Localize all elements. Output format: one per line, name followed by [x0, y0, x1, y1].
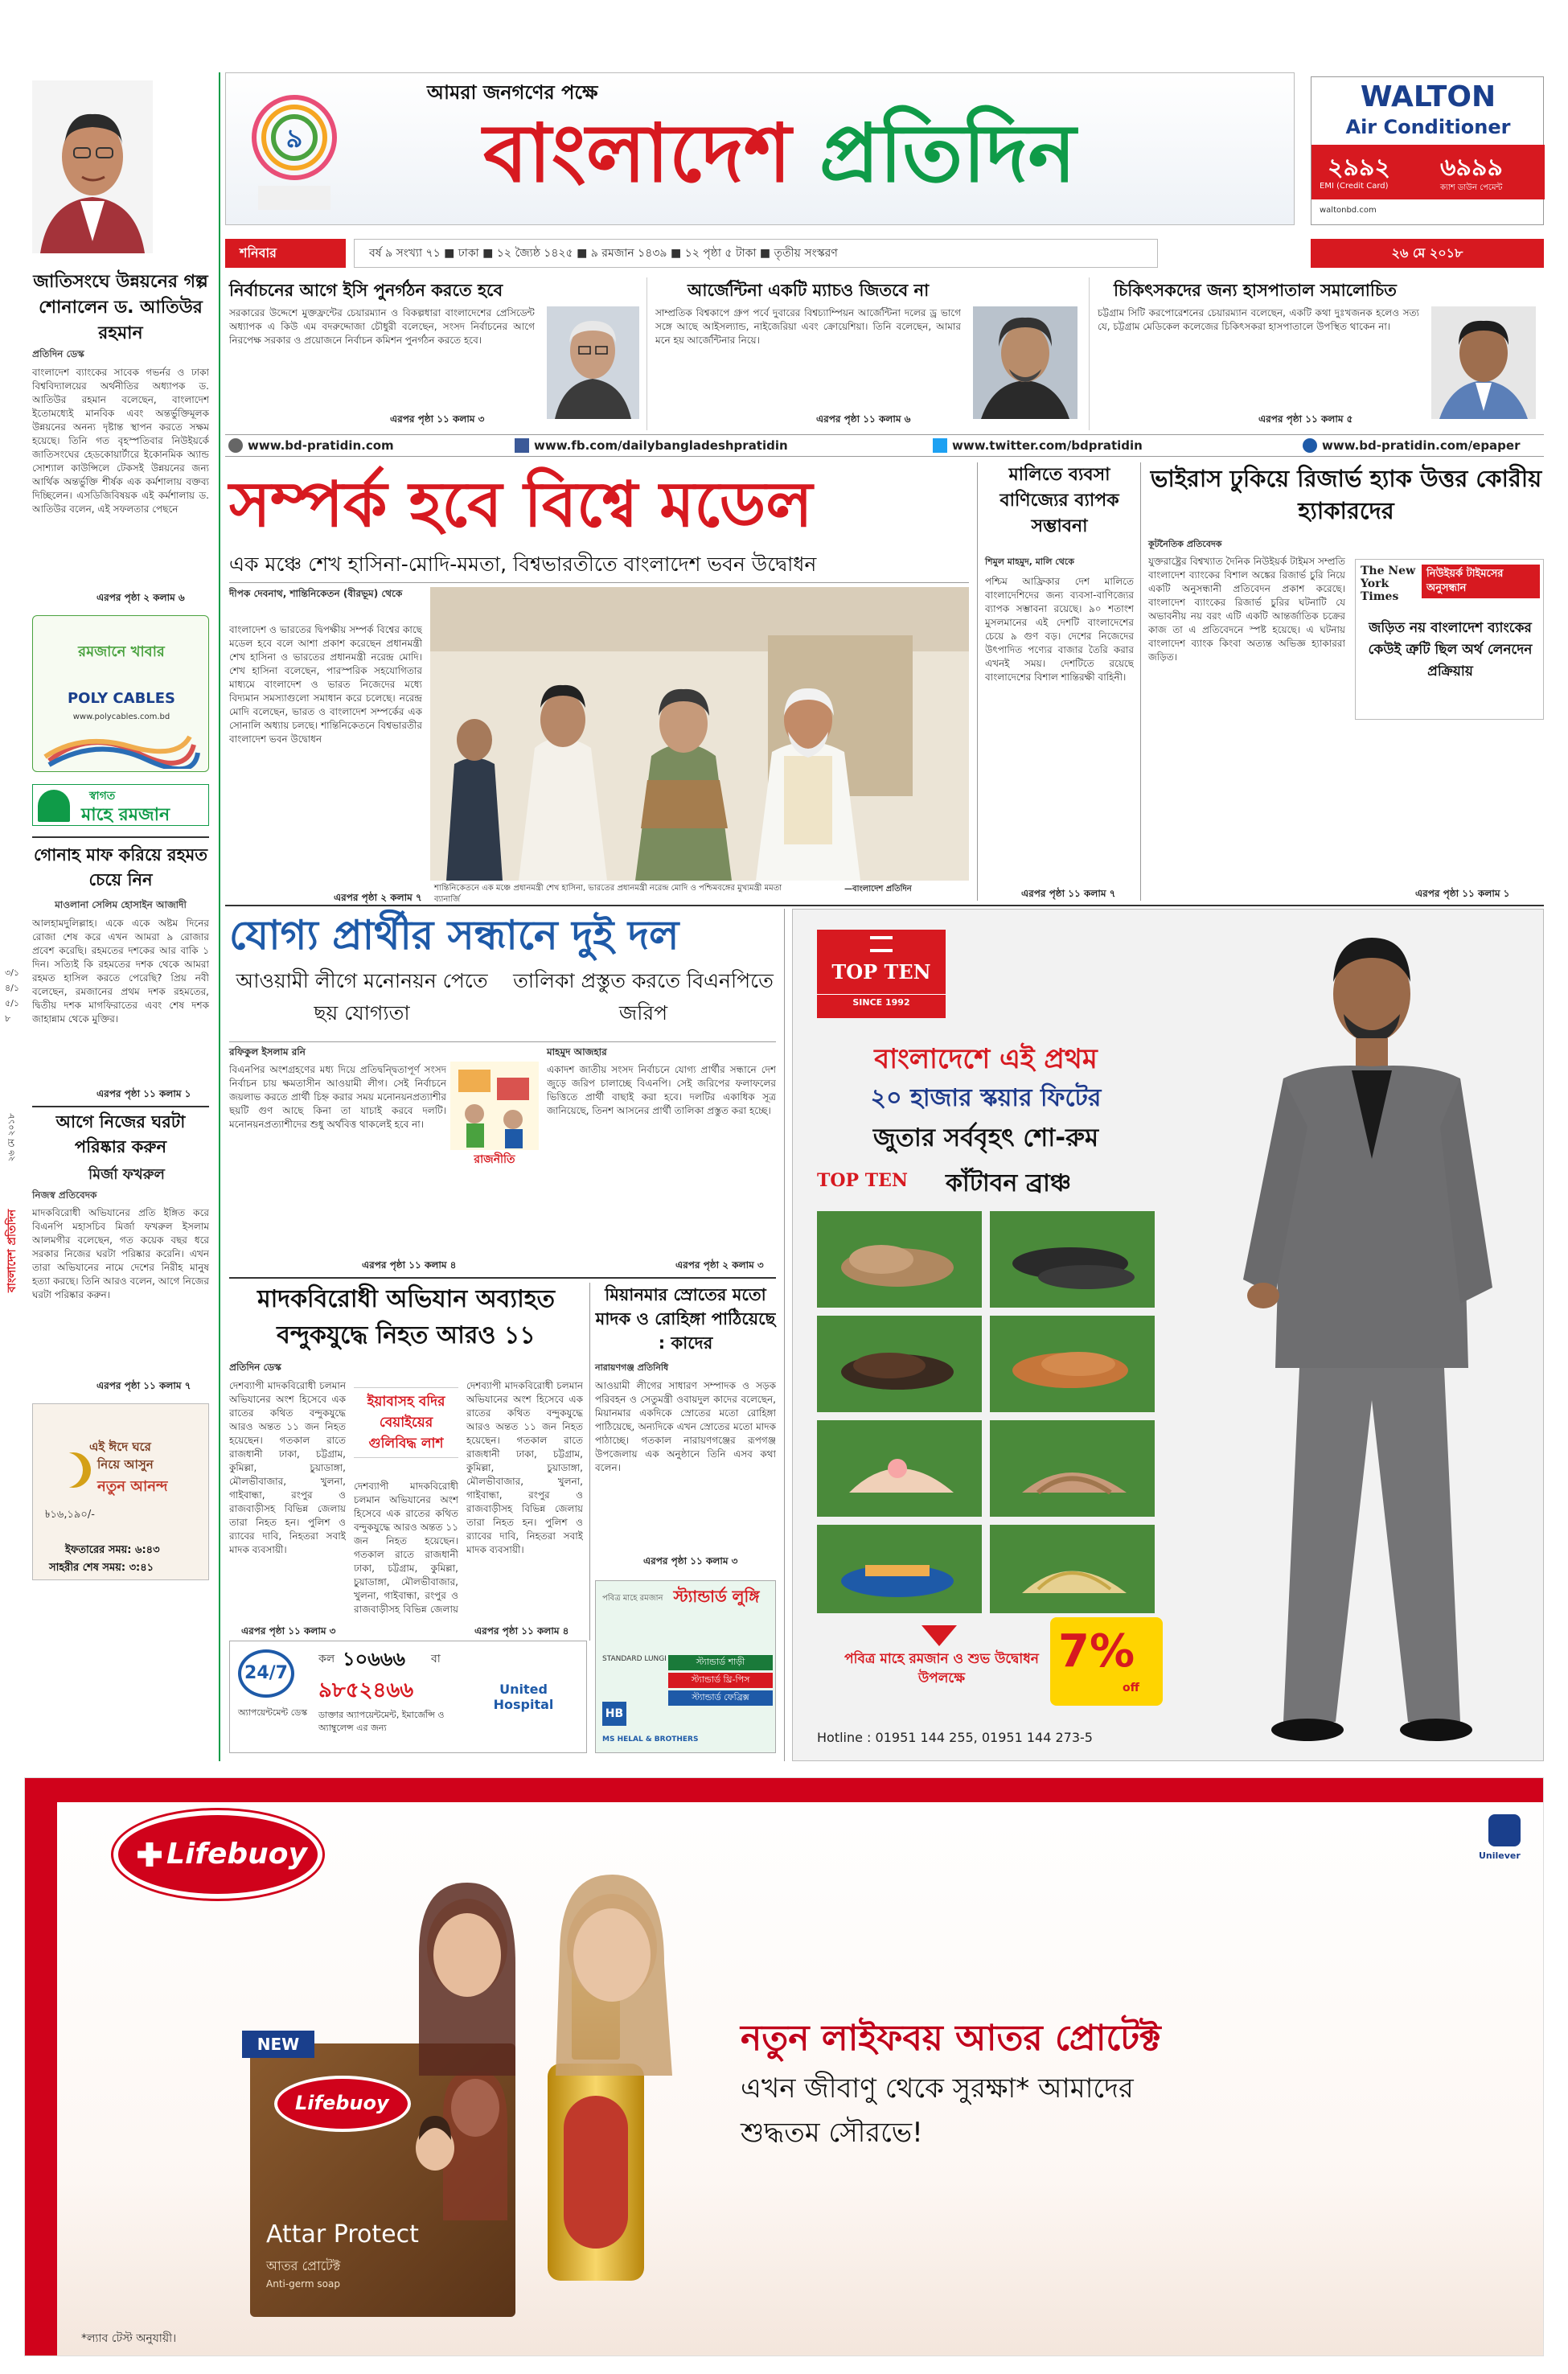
shoe-tile: [817, 1420, 982, 1517]
election-body-left: বিএনপির অংশগ্রহণের মধ্য দিয়ে প্রতিদ্বন্দ্বিতাপূর্ণ সংসদ নির্বাচন চায় ক্ষমতাসীন আওয়ামী লীগ। সেই নির্বাচনে জয়লাভ করতে প্রার্থী চিহ্ন করার সময় মনোনয়নপ্রত্যাশীর ছয়টি গুণ আছে কিনা তা যাচাই করবে দলটি। মনোনয়নপ্রত্যাশীদের শুধু অর্থবিত্ত থাকলেই হবে না।: [229, 1064, 446, 1130]
drug-body: দেশব্যাপী মাদকবিরোধী চলমান অভিযানের অংশ হিসেবে এক রাতের কথিত বন্দুকযুদ্ধে আরও অন্তত ১১ জন নিহত হয়েছেন। গতকাল রাতে রাজধানী ঢাকা, চট্টগ্রাম, কুমিল্লা, চুয়াডাঙ্গা, মৌলভীবাজার, খুলনা, গাইবান্ধা, রংপুর ও রাজবাড়ীসহ বিভিন্ন জেলায় তারা নিহত হন। পুলিশ ও র‌্যাবের দাবি, নিহতরা সবাই মাদক ব্যবসায়ী।: [229, 1380, 346, 1555]
standard-title: স্ট্যান্ডার্ড লুঙ্গি: [673, 1587, 760, 1606]
cable-graphic: [41, 729, 202, 769]
date-bar: [225, 237, 1544, 269]
lifebuoy-line3: শুদ্ধতম সৌরভে!: [741, 2117, 923, 2149]
masthead-name[interactable]: [483, 105, 1076, 202]
pack-sub: Anti-germ soap: [266, 2278, 340, 2290]
hospital-call-label: কল: [318, 1653, 335, 1665]
walton-brand: WALTON: [1360, 80, 1496, 113]
topten-line1: বাংলাদেশে এই প্রথম: [874, 1043, 1098, 1075]
standard-brand: STANDARD LUNGI: [602, 1655, 667, 1663]
masthead-tagline: আমরা জনগণের পক্ষে: [427, 81, 598, 104]
issue-date: ২৬ মে ২০১৮: [1311, 239, 1544, 268]
author-photo: [32, 80, 153, 253]
walton-price2: ৬৯৯৯: [1440, 154, 1503, 182]
lifebuoy-ad[interactable]: [24, 1777, 1544, 2356]
lifebuoy-logo-text: Lifebuoy: [166, 1838, 307, 1871]
walton-price1: ২৯৯২: [1328, 154, 1390, 182]
lead-cont[interactable]: এরপর পৃষ্ঠা ২ কলাম ৭: [334, 892, 422, 903]
left-story3-byline: নিজস্ব প্রতিবেদক: [32, 1189, 97, 1201]
teaser-2-cont[interactable]: এরপর পৃষ্ঠা ১১ কলাম ৬: [816, 413, 911, 425]
topten-branch: কাঁটাবন ব্রাঞ্চ: [946, 1169, 1072, 1197]
hospital-or: বা: [431, 1653, 441, 1665]
teaser-1-headline[interactable]: নির্বাচনের আগে ইসি পুনর্গঠন করতে হবে: [229, 281, 503, 300]
lead-byline: দীপক দেবনাথ, শান্তিনিকেতন (বীরভূম) থেকে: [229, 588, 403, 599]
pack-product-bn: আতর প্রোটেক্ট: [266, 2258, 341, 2273]
myanmar-cont[interactable]: এরপর পৃষ্ঠা ১১ কলাম ৩: [643, 1555, 738, 1567]
twitter-link[interactable]: www.twitter.com/bdpratidin: [952, 438, 1143, 453]
vertical-strip-nums: [5, 965, 19, 1026]
mali-byline: শিমুল মাহমুদ, মালি থেকে: [985, 557, 1074, 567]
lead-headline[interactable]: সম্পর্ক হবে বিশ্বে মডেল: [229, 469, 813, 541]
shoe-tile: [817, 1316, 982, 1412]
shoe-tile: [817, 1211, 982, 1308]
unilever-logo-icon: [1488, 1814, 1521, 1846]
facebook-link[interactable]: www.fb.com/dailybangladeshpratidin: [534, 438, 788, 453]
pack-photo: [403, 2060, 507, 2220]
pack-logo-text: Lifebuoy: [295, 2092, 389, 2114]
lead-body: বাংলাদেশ ও ভারতের দ্বিপক্ষীয় সম্পর্ক বিশ্বের কাছে মডেল হবে বলে আশা প্রকাশ করেছেন প্রধানমন্ত্রী শেখ হাসিনা ও ভারতের প্রধানমন্ত্রী নরেন্দ্র মোদি। শেখ হাসিনা বলেছেন, পারস্পরিক সহযোগিতার মাধ্যমে বাংলাদেশ ও ভারত নিজেদের মধ্যে বিদ্যমান সমস্যাগুলো সমাধান করে চলেছে। নরেন্দ্র মোদি বলেছেন, ভারত ও বাংলাদেশ সম্পর্কের এক সোনালি অধ্যায় চলছে। শান্তিনিকেতনে বিশ্বভারতীর বাংলাদেশ ভবন উদ্বোধন: [229, 624, 422, 745]
svg-text:৯: ৯: [285, 123, 303, 154]
teaser-3-cont[interactable]: এরপর পৃষ্ঠা ১১ কলাম ৫: [1258, 413, 1353, 425]
election-headline[interactable]: যোগ্য প্রার্থীর সন্ধানে দুই দল: [229, 912, 679, 959]
ramadan-box[interactable]: [32, 615, 209, 772]
lifebuoy-left-stripe: [25, 1778, 57, 2356]
lead-divider: [229, 582, 969, 583]
standard-line1: স্ট্যান্ডার্ড শাড়ী: [668, 1655, 773, 1670]
welcome-label: স্বাগত: [89, 790, 116, 803]
shoe-tile: [817, 1525, 982, 1613]
drug-body-3: দেশব্যাপী মাদকবিরোধী চলমান অভিযানের অংশ হিসেবে এক রাতের কথিত বন্দুকযুদ্ধে আরও অন্তত ১১ জন নিহত হয়েছেন। গতকাল রাতে রাজধানী ঢাকা, চট্টগ্রাম, কুমিল্লা, চুয়াডাঙ্গা, মৌলভীবাজার, খুলনা, গাইবান্ধা, রংপুর ও রাজবাড়ীসহ বিভিন্ন জেলায় তারা নিহত হন। পুলিশ ও র‌্যাবের দাবি, নিহতরা সবাই মাদক ব্যবসায়ী।: [466, 1380, 583, 1555]
web-icon: [228, 438, 243, 453]
lead-caption: শান্তিনিকেতনে এক মঞ্চে প্রধানমন্ত্রী শেখ হাসিনা, ভারতের প্রধানমন্ত্রী নরেন্দ্র মোদি ও পশ্চিমবঙ্গের মুখ্যমন্ত্রী মমতা ব্যানার্জি: [434, 884, 782, 904]
teaser-3-body: চট্টগ্রাম সিটি করপোরেশনের চেয়ারম্যান বলেছেন, একটি কথা দুঃখজনক হলেও সত্য যে, চট্টগ্রাম মেডিকেল কলেজের চিকিৎসকরা হাসপাতালে উপস্থিত থাকেন না।: [1098, 307, 1419, 332]
iftar-time: ইফতারের সময়: ৬:৪৩: [65, 1544, 160, 1556]
masthead-name-part2: প্রতিদিন: [819, 106, 1077, 200]
bottle-body: [548, 2064, 644, 2281]
hospital-ad[interactable]: [229, 1641, 587, 1753]
discount-badge: [1050, 1617, 1163, 1706]
left-divider-1: [32, 836, 209, 838]
lead-photo-credit: —বাংলাদেশ প্রতিদিন: [844, 885, 912, 893]
myanmar-byline: নারায়ণগঞ্জ প্রতিনিধি: [595, 1362, 669, 1373]
vertical-strip-label: বাংলাদেশ প্রতিদিন: [6, 1209, 18, 1292]
drug-headline-2[interactable]: বন্দুকযুদ্ধে নিহত আরও ১১: [277, 1321, 536, 1349]
facebook-icon: [515, 438, 529, 453]
unilever-name: Unilever: [1479, 1850, 1521, 1861]
left-story2-cont[interactable]: এরপর পৃষ্ঠা ১১ কলাম ১: [96, 1088, 191, 1099]
teaser-1-cont[interactable]: এরপর পৃষ্ঠা ১১ কলাম ৩: [390, 413, 485, 425]
discount-value: 7%: [1058, 1625, 1135, 1678]
mali-body: পশ্চিম আফ্রিকার দেশ মালিতে বাংলাদেশিদের জন্য ব্যবসা-বাণিজ্যের ব্যাপক সম্ভাবনা রয়েছে। ৯০ শতাংশ মুসলমানের এই দেশটি বাংলাদেশের চেয়ে ৯ গুণ বড়। দেশের নিজেদের উৎপাদিত পণ্যের বাজার তৈরি করার এখনই সময়। দেশটিতে রয়েছে বাংলাদেশের বিশাল শান্তিরক্ষী বাহিনী।: [985, 576, 1134, 683]
election-divider: [229, 1041, 776, 1042]
hospital-phone2: ৯৮৫২৪৬৬: [318, 1678, 414, 1702]
election-byline-left: রফিকুল ইসলাম রনি: [229, 1046, 306, 1058]
teaser-2-headline[interactable]: আর্জেন্টিনা একটি ম্যাচও জিতবে না: [688, 281, 930, 300]
poly-cables-logo: POLY CABLES: [67, 690, 176, 707]
hack-cont[interactable]: এরপর পৃষ্ঠা ১১ কলাম ১: [1415, 888, 1510, 899]
iftar-line2: নিয়ে আসুন: [97, 1457, 154, 1472]
walton-note1: EMI (Credit Card): [1320, 182, 1389, 191]
strip-num: ৪/১: [5, 983, 19, 993]
drug-body-2: দেশব্যাপী মাদকবিরোধী চলমান অভিযানের অংশ হিসেবে এক রাতের কথিত বন্দুকযুদ্ধে আরও অন্তত ১১ জন নিহত হয়েছেন। গতকাল রাতে রাজধানী ঢাকা, চট্টগ্রাম, কুমিল্লা, চুয়াডাঙ্গা, মৌলভীবাজার, খুলনা, গাইবান্ধা, রংপুর ও রাজবাড়ীসহ বিভিন্ন জেলায়: [354, 1481, 458, 1615]
politics-graphic: [450, 1062, 539, 1166]
hospital-phone1: ১০৬৬৬: [343, 1648, 405, 1670]
election-byline-right: মাহমুদ আজহার: [547, 1046, 607, 1058]
hospital-left: অ্যাপয়েন্টমেন্ট ডেস্ক: [238, 1707, 308, 1718]
teaser-1-photo: [547, 306, 639, 419]
shoe-tile: [990, 1525, 1155, 1613]
topten-hotline: Hotline : 01951 144 255, 01951 144 273-5: [817, 1730, 1093, 1745]
section-divider: [225, 905, 1544, 906]
hack-headline[interactable]: ভাইরাস ঢুকিয়ে রিজার্ভ হ্যাক উত্তর কোরীয় হ্যাকারদের: [1150, 465, 1542, 524]
mali-cont[interactable]: এরপর পৃষ্ঠা ১১ কলাম ৭: [1021, 888, 1116, 899]
standard-logo-icon: HB: [602, 1702, 626, 1726]
election-cont-right[interactable]: এরপর পৃষ্ঠা ২ কলাম ৩: [675, 1259, 764, 1271]
day-badge: শনিবার: [225, 239, 346, 268]
lifebuoy-headline: নতুন লাইফবয় আতর প্রোটেক্ট: [741, 2018, 1161, 2059]
election-bottom-divider: [229, 1277, 776, 1279]
topten-logo-box: [817, 930, 946, 1018]
pack-product: Attar Protect: [266, 2220, 419, 2249]
drug-headline-1[interactable]: মাদকবিরোধী অভিযান অব্যাহত: [257, 1285, 556, 1313]
sehri-time: সাহরীর শেষ সময়: ৩:৪১: [49, 1562, 154, 1574]
teaser-3-photo: [1431, 306, 1536, 419]
nyt-logo: The New York Times: [1361, 565, 1416, 603]
shoe-tile: [990, 1420, 1155, 1517]
teaser-1-body: সরকারের উদ্দেশে মুক্তফ্রন্টের চেয়ারম্যান ও বিকল্পধারা বাংলাদেশের প্রেসিডেন্ট অধ্যাপক এ কিউ এম বদরুদ্দোজা চৌধুরী বলেছেন, সংসদ নির্বাচনের আগে নিরপেক্ষ সরকার ও প্রয়োজনে নির্বাচন কমিশন পুনর্গঠন করতে হবে।: [229, 307, 535, 346]
iftar-line1: এই ঈদে ঘরে: [89, 1440, 151, 1454]
discount-off: off: [1123, 1682, 1139, 1694]
lifebuoy-plus-icon: [138, 1842, 162, 1867]
teaser-1[interactable]: [229, 277, 647, 430]
mid-right-rule: [784, 909, 785, 1761]
standard-line3: স্ট্যান্ডার্ড ফেব্রিক্স: [668, 1690, 773, 1706]
strip-num: ৫/১: [5, 998, 19, 1008]
left-story2-byline: মাওলানা সেলিম হোসাইন আজাদী: [55, 899, 187, 910]
left-story3-cont[interactable]: এরপর পৃষ্ঠা ১১ কলাম ৭: [96, 1380, 191, 1391]
strip-num: ৮: [5, 1013, 11, 1024]
election-cont-left[interactable]: এরপর পৃষ্ঠা ১১ কলাম ৪: [362, 1259, 457, 1271]
standard-line2: স্ট্যান্ডার্ড থ্রি-পিস: [668, 1673, 773, 1688]
topten-promo: পবিত্র মাহে রমজান ও শুভ উদ্বোধন উপলক্ষে: [844, 1651, 1039, 1686]
politics-icon: [450, 1062, 539, 1150]
twitter-icon: [933, 438, 947, 453]
teaser-3[interactable]: [1098, 277, 1544, 430]
left-story-body: বাংলাদেশ ব্যাংকের সাবেক গভর্নর ও ঢাকা বিশ্ববিদ্যালয়ের অর্থনীতির অধ্যাপক ড. আতিউর রহমান বলেছেন, বাংলাদেশ ইতোমধ্যেই মানবিক এবং অন্তর্ভুক্তিমূলক উন্নয়নের অনন্য দৃষ্টান্ত স্থাপন করতে সক্ষম হয়েছে। তিনি গত বৃহস্পতিবার নিউইয়র্কে জাতিসংঘের হেডকোয়ার্টারে ইকোনমিক অ্যান্ড সোশ্যাল কাউন্সিলে টেকসই উন্নয়নের জন্য আর্থিক অন্তর্ভুক্তি শীর্ষক এক কর্মশালায় বক্তব্য দিচ্ছিলেন। এসডিজিবিষয়ক এই কর্মশালায় ড. আতিউর বলেন, এই সফলতার পেছনে: [32, 367, 209, 515]
masthead-name-part1: বাংলাদেশ: [483, 106, 792, 200]
lifebuoy-line2: এখন জীবাণু থেকে সুরক্ষা* আমাদের: [741, 2072, 1134, 2105]
topten-small-logo: TOP TEN: [817, 1170, 908, 1191]
poly-cables-site: www.polycables.com.bd: [72, 713, 170, 721]
election-sub-left: আওয়ামী লীগে মনোনয়ন পেতে ছয় যোগ্যতা: [236, 969, 488, 1025]
nyt-label: নিউইয়র্ক টাইমসের অনুসন্ধান: [1422, 565, 1540, 598]
iftar-price: ৳১৬,১৯০/-: [45, 1509, 95, 1521]
walton-ad[interactable]: [1311, 76, 1544, 225]
teaser-3-headline[interactable]: চিকিৎসকদের জন্য হাসপাতাল সমালোচিত: [1114, 281, 1397, 300]
lead-subhead: এক মঞ্চে শেখ হাসিনা-মোদি-মমতা, বিশ্বভারতীতে বাংলাদেশ ভবন উদ্বোধন: [229, 552, 817, 576]
pack-logo: [274, 2076, 411, 2132]
walton-price-bar: [1311, 145, 1545, 199]
standard-lungi-ad[interactable]: [595, 1580, 776, 1753]
vertical-strip-date: ২৬ মে ২০১৮: [6, 1113, 17, 1162]
topten-line3: জুতার সর্ববৃহৎ শো-রুম: [872, 1123, 1099, 1152]
lifebuoy-footnote: *ল্যাব টেস্ট অনুযায়ী।: [81, 2332, 177, 2345]
model-figure: [1187, 918, 1533, 1754]
mosque-icon: [38, 790, 70, 822]
lead-right-rule: [977, 462, 978, 901]
iftar-line3: নতুন আনন্দ: [97, 1478, 168, 1495]
strip-num: ৩/১: [5, 967, 19, 978]
left-story-headline[interactable]: জাতিসংঘে উন্নয়নের গল্প শোনালেন ড. আতিউর রহমান: [33, 272, 208, 343]
walton-product: Air Conditioner: [1345, 116, 1511, 138]
topten-since: SINCE 1992: [817, 994, 946, 1008]
left-story-cont[interactable]: এরপর পৃষ্ঠা ২ কলাম ৬: [96, 592, 185, 603]
hospital-desc: ডাক্তার অ্যাপয়েন্টমেন্ট, ইমার্জেন্সি ও অ্যাম্বুলেন্স এর জন্য: [318, 1710, 445, 1733]
shoe-tile: [990, 1316, 1155, 1412]
left-column-rule: [219, 72, 220, 1761]
ramadan-food-title: রমজানে খাবার: [78, 643, 165, 660]
left-story3-author: মির্জা ফখরুল: [88, 1166, 165, 1183]
left-story-byline: প্রতিদিন ডেস্ক: [32, 348, 84, 359]
left-story2-body: আলহামদুলিল্লাহ। একে একে অষ্টম দিনের রোজা শেষ করে এখন আমরা ৯ রোজার প্রবেশ করেছি। রহমতের দশকের আর বাকি ১ দিন। সত্যিই কি রহমতের দশক থেকে আমরা রহমত হাসিল করতে পেরেছি? প্রিয় নবী বলেছেন, রমজানের প্রথম দশক রহমতের, দ্বিতীয় দশক মাগফিরাতের এবং শেষ দশক জাহান্নাম থেকে মুক্তির।: [32, 918, 209, 1025]
standard-maker: MS HELAL & BROTHERS: [602, 1735, 699, 1744]
myanmar-headline[interactable]: মিয়ানমার স্রোতের মতো মাদক ও রোহিঙ্গা পাঠিয়েছে : কাদের: [595, 1285, 776, 1353]
drug-right-rule: [589, 1283, 590, 1641]
nyt-box: [1355, 559, 1544, 720]
topten-logo: TOP TEN: [831, 960, 931, 984]
topten-ad[interactable]: [792, 909, 1544, 1761]
vertical-strip: [0, 965, 24, 1303]
mali-right-rule: [1140, 462, 1141, 901]
anniversary-logo: [242, 81, 347, 218]
ramadan-month-label: মাহে রমজান: [81, 805, 170, 825]
drug-byline: প্রতিদিন ডেস্ক: [229, 1362, 281, 1373]
promo-arrow-icon: [922, 1625, 957, 1646]
issue-meta: বর্ষ ৯ সংখ্যা ৭১ ■ ঢাকা ■ ১২ জ্যৈষ্ঠ ১৪২৫ ■ ৯ রমজান ১৪৩৯ ■ ১২ পৃষ্ঠা ৫ টাকা ■ তৃতীয় সংস্করণ: [354, 239, 1158, 268]
crescent-icon: [47, 1452, 83, 1488]
ad-women-photo: [371, 1834, 708, 2076]
hack-byline: কূটনৈতিক প্রতিবেদক: [1148, 539, 1222, 549]
epaper-link[interactable]: www.bd-pratidin.com/epaper: [1322, 438, 1521, 453]
left-divider-2: [32, 1106, 209, 1107]
lead-photo: [430, 587, 969, 881]
election-sub-right: তালিকা প্রস্তুত করতে বিএনপিতে জরিপ: [513, 969, 774, 1025]
shoe-tile: [990, 1211, 1155, 1308]
shoe-grid: [817, 1211, 1155, 1613]
topten-logo-icon: [870, 936, 893, 952]
drug-cont-2[interactable]: এরপর পৃষ্ঠা ১১ কলাম ৪: [474, 1625, 569, 1637]
masthead: [225, 72, 1295, 225]
iftar-box: [32, 1403, 209, 1580]
election-body-right: একাদশ জাতীয় সংসদ নির্বাচনে যোগ্য প্রার্থীর সন্ধানে দেশ জুড়ে জরিপ চালাচ্ছে বিএনপি। সেই জরিপের ফলাফলের ভিত্তিতে প্রার্থী বাছাই করা হবে। দলটির একাধিক সূত্র জানিয়েছে, তিনশ আসনের প্রার্থী তালিকা প্রস্তুত করা হচ্ছে।: [547, 1064, 776, 1116]
left-story2-headline[interactable]: গোনাহ মাফ করিয়ে রহমত চেয়ে নিন: [33, 845, 208, 889]
teaser-2-photo: [973, 306, 1077, 419]
politics-label: রাজনীতি: [474, 1153, 515, 1166]
new-badge: NEW: [242, 2031, 314, 2058]
social-bar: [225, 434, 1544, 457]
drug-cont-1[interactable]: এরপর পৃষ্ঠা ১১ কলাম ৩: [241, 1625, 336, 1637]
nyt-box-text: জড়িত নয় বাংলাদেশ ব্যাংকের কেউই ত্রুটি ছিল অর্থ লেনদেন প্রক্রিয়ায়: [1368, 620, 1533, 680]
left-story3-body: মাদকবিরোধী অভিযানের প্রতি ইঙ্গিত করে বিএনপি মহাসচিব মির্জা ফখরুল ইসলাম আলমগীর বলেছেন, গত কয়েক বছর ধরে সরকার নিজের ঘরটা পরিষ্কার করেনি। এখন তারা অভিযানের নামে দেশের নিরীহ মানুষ হত্যা করছে। তিনি আরও বলেন, আগে নিজের ঘরটা পরিষ্কার করুন।: [32, 1207, 209, 1300]
standard-sub: পবিত্র মাহে রমজান: [602, 1594, 663, 1603]
topten-line2: ২০ হাজার স্কয়ার ফিটের: [870, 1084, 1102, 1112]
left-story3-headline[interactable]: আগে নিজের ঘরটা পরিষ্কার করুন: [55, 1112, 186, 1156]
teaser-2-body: সাম্প্রতিক বিশ্বকাপে গ্রুপ পর্বে দুবারের বিশ্বচ্যাম্পিয়ন আর্জেন্টিনা দলের ড্র ভাগে সঙ্গে আছে আইসল্যান্ড, নাইজেরিয়া এবং ক্রোয়েশিয়া। তিনি বলেছেন, আমার মনে হয় আর্জেন্টিনার নিয়ে।: [655, 307, 961, 346]
lifebuoy-pack: [250, 2035, 515, 2317]
teaser-2[interactable]: [655, 277, 1090, 430]
bottle-core: [564, 2096, 628, 2249]
hospital-badge: 24/7: [238, 1649, 294, 1698]
mali-headline[interactable]: মালিতে ব্যবসা বাণিজ্যের ব্যাপক সম্ভাবনা: [999, 465, 1119, 536]
walton-site: waltonbd.com: [1320, 206, 1377, 215]
lifebuoy-top-stripe: [25, 1778, 1544, 1802]
drug-inset: ইয়াবাসহ বদির বেয়াইয়ের গুলিবিদ্ধ লাশ: [354, 1387, 458, 1458]
lifebuoy-logo: [113, 1810, 322, 1899]
hack-body: যুক্তরাষ্ট্রের বিশ্বখ্যাত দৈনিক নিউইয়র্ক টাইমস সম্প্রতি বাংলাদেশ ব্যাংকের বিশাল অঙ্কের রিজার্ভ চুরি নিয়ে একটি অনুসন্ধানী প্রতিবেদন প্রকাশ করেছে। বাংলাদেশ ব্যাংকের রিজার্ভ চুরির ঘটনাটি যে অভাবনীয় নয় বরং এটি একটি আন্তর্জাতিক চক্রের কাজ তা এ প্রতিবেদনে স্পষ্ট হয়েছে। এ ঘটনায় বাংলাদেশ ব্যাংক কিংবা অত্যন্ত অভিজ্ঞ হ্যাকাররা জড়িত।: [1148, 556, 1345, 663]
walton-note2: ক্যাশ ডাউন পেমেন্ট: [1440, 183, 1503, 192]
hospital-logo: United Hospital: [493, 1682, 554, 1712]
welcome-ramadan-banner: [32, 784, 209, 826]
myanmar-body: আওয়ামী লীগের সাধারণ সম্পাদক ও সড়ক পরিবহন ও সেতুমন্ত্রী ওবায়দুল কাদের বলেছেন, মিয়ানমার একদিকে স্রোতের মতো রোহিঙ্গা পাঠিয়েছে, অন্যদিকে এখন স্রোতের মতো মাদক পাঠাচ্ছে। গতকাল নারায়ণগঞ্জের রূপগঞ্জ উপজেলায় এক অনুষ্ঠানে তিনি এসব কথা বলেন।: [595, 1380, 776, 1473]
web-link[interactable]: www.bd-pratidin.com: [248, 438, 394, 453]
epaper-icon: [1303, 438, 1317, 453]
